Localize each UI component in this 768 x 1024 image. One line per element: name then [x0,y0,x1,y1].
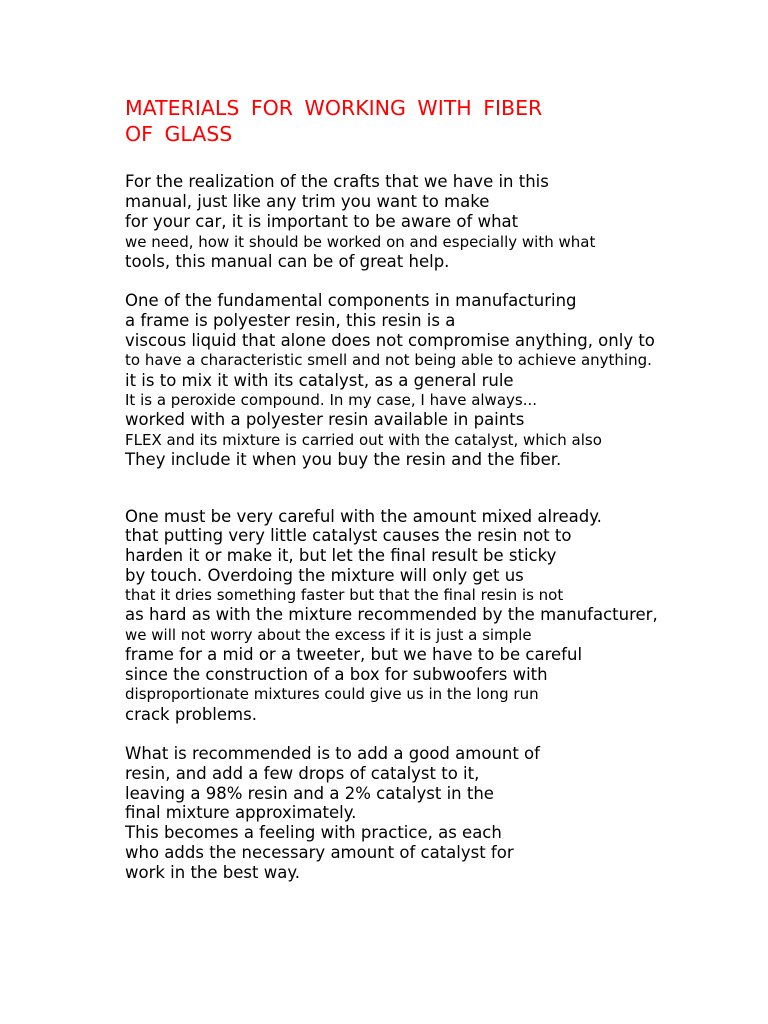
text-line: as hard as with the mixture recommended by the manufacturer, [125,605,658,624]
text-line: resin, and add a few drops of catalyst to it, [125,764,480,783]
text-line: who adds the necessary amount of catalyst for [125,843,514,862]
text-line: it is to mix it with its catalyst, as a general rule [125,371,514,390]
text-line: worked with a polyester resin available in paints [125,410,525,429]
text-line: disproportionate mixtures could give us in the long run [125,685,539,703]
text-line: by touch. Overdoing the mixture will only get us [125,566,524,585]
text-line: final mixture approximately. [125,803,357,822]
text-line: This becomes a feeling with practice, as each [125,823,502,842]
text-line: One must be very careful with the amount mixed already. [125,507,602,526]
document-title [125,95,595,147]
text-line: frame for a mid or a tweeter, but we have to be careful [125,645,583,664]
text-line: that putting very little catalyst causes the resin not to [125,526,572,545]
title-line-1: MATERIALS FOR WORKING WITH FIBER [125,96,543,120]
text-line: They include it when you buy the resin and the fiber. [125,450,562,469]
text-line: that it dries something faster but that the final resin is not [125,586,564,604]
text-line: crack problems. [125,705,257,724]
title-line-2: OF GLASS [125,122,233,146]
text-line: since the construction of a box for subwoofers with [125,665,548,684]
text-line: One of the fundamental components in manufacturing [125,291,577,310]
text-line: It is a peroxide compound. In my case, I have always... [125,391,538,409]
text-line: For the realization of the crafts that we have in this [125,172,549,191]
text-line: for your car, it is important to be aware of what [125,212,519,231]
text-line: we need, how it should be worked on and especially with what [125,233,596,251]
text-line: manual, just like any trim you want to make [125,192,490,211]
text-line: leaving a 98% resin and a 2% catalyst in the [125,784,494,803]
text-line: What is recommended is to add a good amount of [125,744,540,763]
text-line: we will not worry about the excess if it is just a simple [125,626,532,644]
text-line: a frame is polyester resin, this resin is a [125,311,456,330]
text-line: viscous liquid that alone does not compromise anything, only to [125,331,655,350]
text-line: harden it or make it, but let the final result be sticky [125,546,557,565]
text-line: tools, this manual can be of great help. [125,252,450,271]
text-line: FLEX and its mixture is carried out with the catalyst, which also [125,431,602,449]
text-line: work in the best way. [125,863,300,882]
text-line: to have a characteristic smell and not being able to achieve anything. [125,351,652,369]
